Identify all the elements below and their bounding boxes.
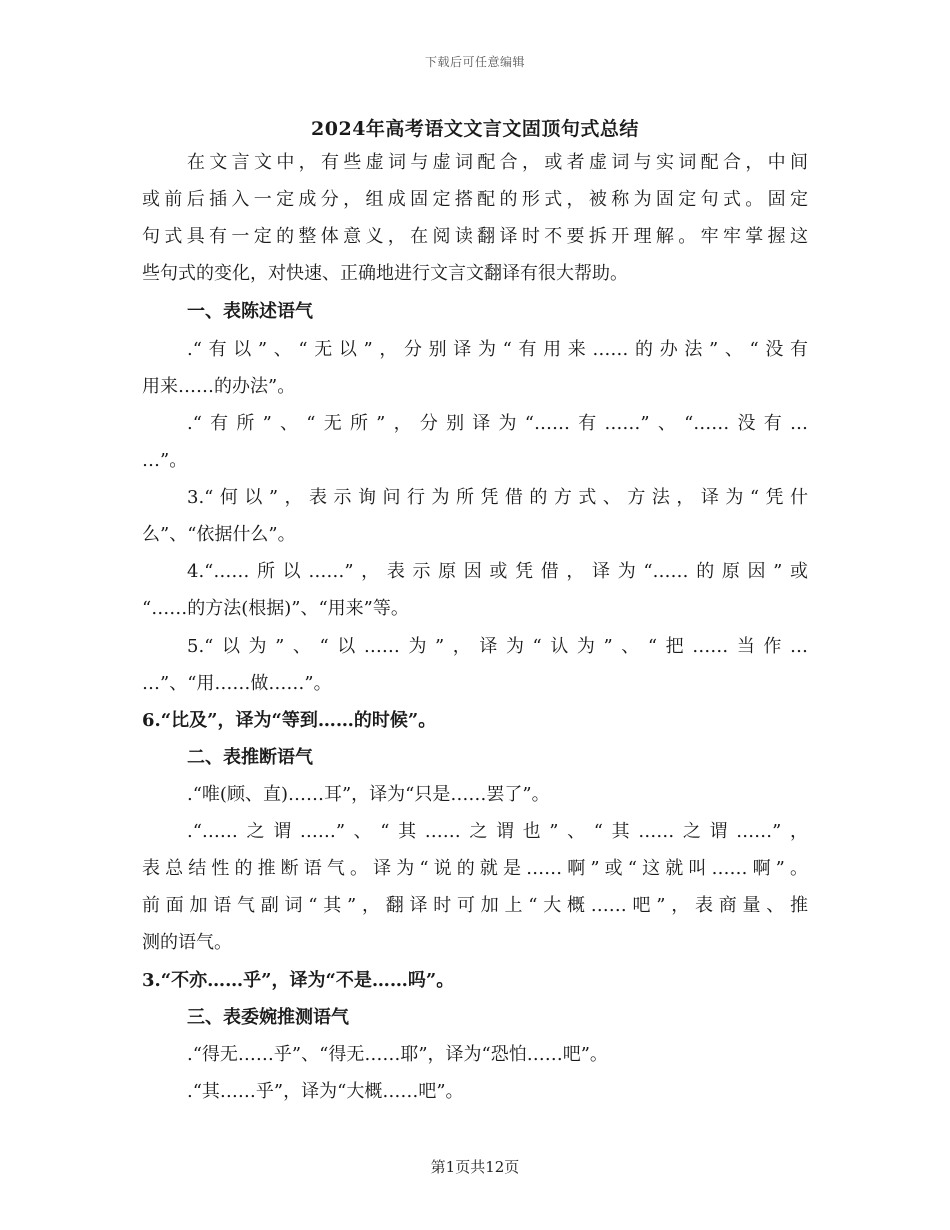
item-line: 测的语气。: [142, 932, 232, 953]
item-line: 前面加语气副词“其”，翻译时可加上“大概……吧”，表商量、推: [142, 895, 808, 916]
item-line: …”、“用……做……”。: [142, 673, 332, 694]
page-number: 第1页共12页: [430, 1158, 520, 1176]
item-line: …”。: [142, 450, 188, 471]
item-line: .“有以”、“无以”，分别译为“有用来……的办法”、“没有: [187, 339, 808, 360]
section-heading: 二、表推断语气: [187, 747, 313, 768]
document-title: 2024年高考语文文言文固顶句式总结: [311, 118, 639, 140]
intro-line: 些句式的变化，对快速、正确地进行文言文翻译有很大帮助。: [142, 263, 628, 284]
item-line: .“得无……乎”、“得无……耶”，译为“恐怕……吧”。: [187, 1044, 608, 1065]
item-line-bold: 3.“不亦……乎”，译为“不是……吗”。: [142, 970, 455, 991]
item-line: “……的方法(根据)”、“用来”等。: [142, 598, 409, 619]
item-line: .“……之谓……”、“其……之谓也”、“其……之谓……”，: [187, 821, 808, 842]
item-line: 表总结性的推断语气。译为“说的就是……啊”或“这就叫……啊”。: [142, 858, 808, 879]
item-line: 5.“以为”、“以……为”，译为“认为”、“把……当作…: [187, 636, 808, 657]
intro-line: 或前后插入一定成分，组成固定搭配的形式，被称为固定句式。固定: [142, 189, 808, 210]
item-line-bold: 6.“比及”，译为“等到……的时候”。: [142, 710, 437, 731]
intro-line: 句式具有一定的整体意义，在阅读翻译时不要拆开理解。牢牢掌握这: [142, 226, 808, 247]
intro-line: 在文言文中，有些虚词与虚词配合，或者虚词与实词配合，中间: [187, 152, 808, 173]
item-line: 么”、“依据什么”。: [142, 524, 296, 545]
section-heading: 一、表陈述语气: [187, 301, 313, 322]
section-heading: 三、表委婉推测语气: [187, 1007, 349, 1028]
item-line: .“唯(顾、直)……耳”，译为“只是……罢了”。: [187, 784, 550, 805]
item-line: .“其……乎”，译为“大概……吧”。: [187, 1081, 464, 1102]
item-line: .“有所”、“无所”，分别译为“……有……”、“……没有…: [187, 413, 808, 434]
page-header: 下载后可任意编辑: [424, 55, 525, 69]
item-line: 3.“何以”，表示询问行为所凭借的方式、方法，译为“凭什: [187, 487, 808, 508]
item-line: 用来……的办法”。: [142, 376, 296, 397]
item-line: 4.“……所以……”，表示原因或凭借，译为“……的原因”或: [187, 561, 808, 582]
